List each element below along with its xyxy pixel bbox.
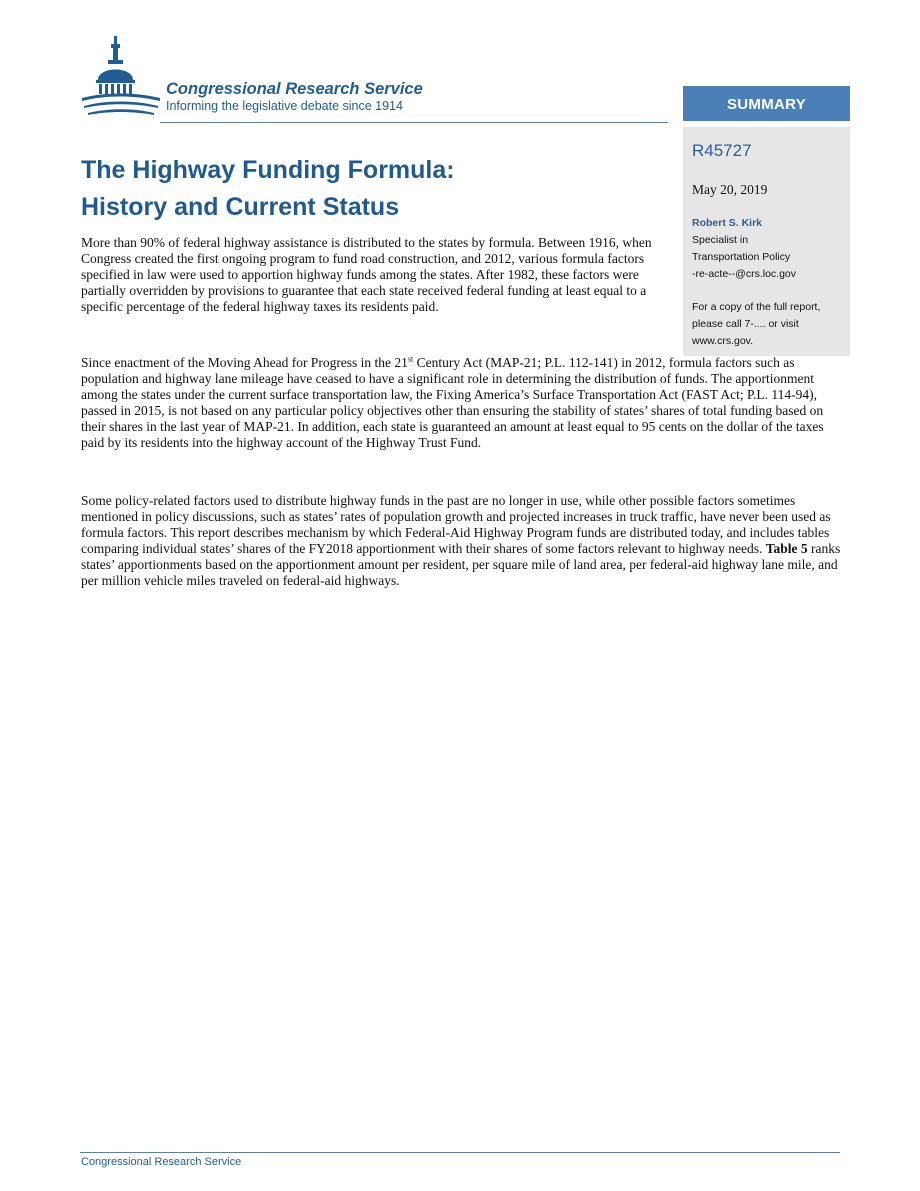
summary-paragraph-1: More than 90% of federal highway assistance is distributed to the states by formula. Between 1916, when Congress created the first ongoing program to fund road construction, and 2012, various formula factors specified in law were used to apportion highway funds among the states. After 1982, these factors were partially overridden by provisions to guarantee that each state received federal funding at least equal to a specific percentage of the federal highway taxes its residents paid. xyxy=(81,235,652,314)
author-name: Robert S. Kirk xyxy=(692,217,763,229)
author-title-line-2: Transportation Policy xyxy=(692,251,791,263)
footer-text: Congressional Research Service xyxy=(81,1156,242,1168)
author-email: -re-acte--@crs.loc.gov xyxy=(692,268,797,280)
ordinal-suffix: st xyxy=(407,354,414,364)
paragraph-2-text-a: Since enactment of the Moving Ahead for Progress in the 21 xyxy=(81,355,408,370)
copy-note-line-2: please call 7-.... or visit xyxy=(692,318,799,330)
crs-logo xyxy=(80,36,470,122)
summary-paragraph-3 xyxy=(81,493,841,589)
summary-sidebar xyxy=(683,127,850,356)
page-title xyxy=(81,152,455,226)
paragraph-3-text-a: Some policy-related factors used to distribute highway funds in the past are no longer in use, while other possible factors sometimes mentioned in policy discussions, such as states’ rates of population growth and projected increases in truck traffic, have never been used as formula factors. This report describes mechanism by which Federal-Aid Highway Program funds are distributed today, and includes tables comparing individual states’ shares of the FY2018 apportionment with their shares of some factors relevant to highway needs. xyxy=(81,493,831,556)
paragraph-3-text-b: ranks states’ apportionments based on the apportionment amount per resident, per square mile of land area, per federal-aid highway lane mile, and per million vehicle miles traveled on federal-aid highways. xyxy=(81,541,841,588)
copy-note-line-1: For a copy of the full report, xyxy=(692,301,821,313)
title-line-2: History and Current Status xyxy=(81,193,400,221)
summary-paragraph-2 xyxy=(81,355,841,451)
report-number: R45727 xyxy=(692,141,752,160)
org-name: Congressional Research Service xyxy=(166,80,423,98)
report-date: May 20, 2019 xyxy=(692,182,768,197)
author-title-line-1: Specialist in xyxy=(692,234,749,246)
summary-heading: SUMMARY xyxy=(683,86,850,121)
paragraph-2-text-b: Century Act (MAP-21; P.L. 112-141) in 2012, formula factors such as population and highway lane mileage have ceased to have a significant role in determining the distribution of funds. The apportionment among the states under the current surface transportation law, the Fixing America’s Surface Transportation Act (FAST Act; P.L. 114-94), passed in 2015, is not based on any particular policy objectives other than ensuring the stability of states’ shares of total funding based on their shares in the last year of MAP-21. In addition, each state is guaranteed an amount at least equal to 95 cents on the dollar of the taxes paid by its residents into the highway account of the Highway Trust Fund. xyxy=(81,355,824,450)
title-line-1: The Highway Funding Formula: xyxy=(81,156,455,184)
capitol-dome-icon xyxy=(80,36,166,122)
org-tagline: Informing the legislative debate since 1914 xyxy=(166,99,403,113)
header-divider xyxy=(160,122,668,123)
table-5-reference: Table 5 xyxy=(765,541,808,556)
copy-note-line-3: www.crs.gov. xyxy=(692,335,754,347)
footer-divider xyxy=(80,1152,840,1153)
